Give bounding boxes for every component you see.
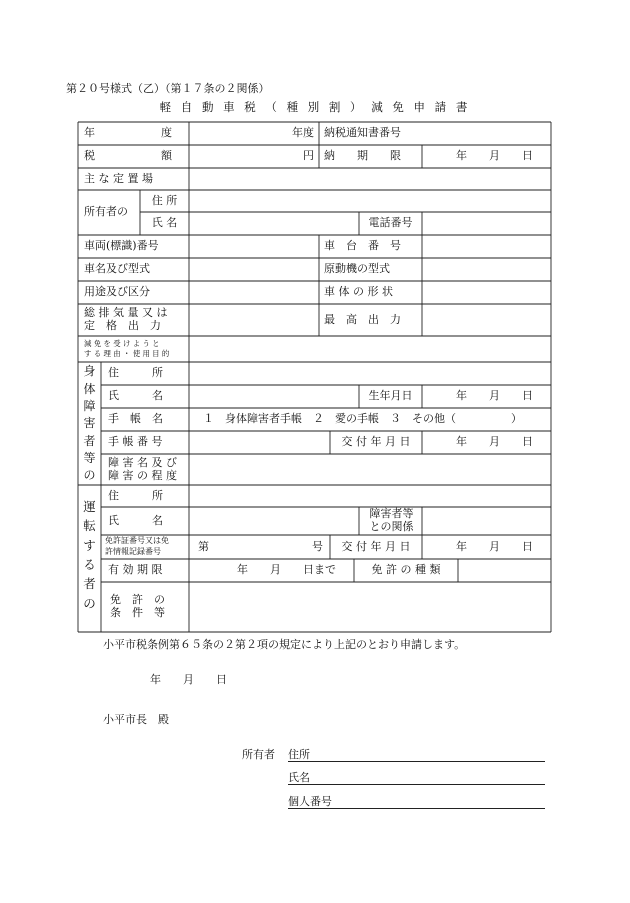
engine-type-field[interactable] [422, 258, 551, 281]
storage-place-label: 主 な 定 置 場 [84, 171, 153, 185]
signature-my-number-line[interactable] [288, 796, 545, 809]
owner-address-field[interactable] [189, 190, 551, 212]
license-number-label [105, 535, 189, 559]
driver-name-field[interactable] [189, 507, 359, 535]
disabled-name-field[interactable] [189, 385, 359, 408]
reason-label [84, 336, 187, 362]
disabled-name-label: 氏 名 [108, 389, 163, 403]
notice-number-label: 納税通知書番号 [324, 126, 401, 140]
expiry-label: 有 効 期 限 [108, 563, 163, 577]
license-issue-date-field[interactable]: 年 月 日 [456, 539, 533, 553]
body-shape-label: 車 体 の 形 状 [324, 285, 393, 299]
due-date-label: 納 期 限 [324, 149, 401, 163]
max-output-label: 最 高 出 力 [324, 312, 401, 326]
reason-field[interactable] [189, 336, 551, 362]
driver-section-label: 運 転 す る 者 の [83, 498, 96, 611]
reason-label-line1: 減 免 を 受 け よ う と [84, 339, 160, 349]
conditions-label-line1: 免 許 の [110, 593, 165, 607]
birth-date-label: 生年月日 [368, 389, 413, 403]
license-type-field[interactable] [458, 559, 551, 582]
owner-address-label: 住 所 [151, 193, 178, 207]
handbook-issue-date-label: 交 付 年 月 日 [341, 435, 411, 449]
handbook-issue-date-field[interactable]: 年 月 日 [456, 435, 533, 449]
license-number-label-line2: 許情報記録番号 [105, 547, 161, 556]
expiry-field[interactable]: 年 月 日まで [237, 563, 336, 577]
conditions-label [110, 582, 184, 632]
phone-label: 電話番号 [368, 216, 413, 230]
year-label: 年 度 [84, 126, 172, 140]
handbook-number-label: 手 帳 番 号 [108, 435, 163, 449]
notice-number-field[interactable] [422, 122, 551, 145]
conditions-label-line2: 条 件 等 [110, 606, 165, 619]
license-number-suffix: 号 [312, 539, 323, 553]
handbook-options[interactable]: １ 身体障害者手帳 ２ 愛の手帳 ３ その他（ ） [203, 412, 522, 426]
disability-label [108, 454, 186, 485]
application-date[interactable]: 年 月 日 [150, 673, 227, 686]
model-label: 車名及び型式 [84, 262, 150, 276]
engine-type-label: 原動機の型式 [324, 262, 390, 276]
signature-my-number-label: 個人番号 [288, 795, 332, 808]
signature-name-line[interactable] [288, 772, 545, 785]
relation-field[interactable] [422, 507, 551, 535]
model-field[interactable] [189, 258, 319, 281]
addressee: 小平市長 殿 [103, 713, 169, 726]
storage-place-field[interactable] [189, 168, 551, 190]
relation-label-line1: 障害者等 [369, 507, 414, 521]
disabled-section-label: 身 体 障 害 者 等 の [83, 364, 96, 483]
reason-label-line2: す る 理 由 ・ 使 用 目 的 [84, 349, 170, 358]
usage-field[interactable] [189, 281, 319, 304]
disabled-address-field[interactable] [189, 362, 551, 385]
chassis-number-label: 車 台 番 号 [324, 239, 401, 253]
plate-number-label: 車両(標識)番号 [84, 239, 159, 253]
license-number-prefix: 第 [198, 539, 209, 553]
application-statement: 小平市税条例第６５条の２第２項の規定により上記のとおり申請します。 [103, 638, 466, 651]
driver-name-label: 氏 名 [108, 513, 163, 527]
displacement-label-line1: 総 排 気 量 又 は [84, 306, 168, 320]
phone-field[interactable] [422, 212, 551, 235]
license-type-label: 免 許 の 種 類 [371, 563, 441, 577]
disability-label-line2: 障 害 の 程 度 [108, 468, 177, 482]
due-date-field[interactable]: 年 月 日 [456, 149, 533, 163]
disabled-address-label: 住 所 [108, 366, 163, 380]
relation-label [363, 507, 420, 535]
displacement-label [84, 304, 184, 336]
signature-address-line[interactable] [288, 749, 545, 762]
owner-name-label: 氏 名 [151, 216, 178, 230]
disability-field[interactable] [189, 454, 551, 485]
handbook-name-label: 手 帳 名 [108, 412, 163, 426]
page-title: 軽 自 動 車 税 （ 種 別 割 ） 減 免 申 請 書 [159, 100, 471, 114]
signature-name-label: 氏名 [288, 771, 310, 784]
usage-label: 用途及び区分 [84, 285, 150, 299]
license-issue-date-label: 交 付 年 月 日 [341, 539, 411, 553]
tax-amount-label: 税 額 [84, 149, 172, 163]
body-shape-field[interactable] [422, 281, 551, 304]
birth-date-field[interactable]: 年 月 日 [456, 389, 533, 403]
conditions-field[interactable] [189, 582, 551, 632]
driver-address-field[interactable] [189, 485, 551, 507]
disability-label-line1: 障 害 名 及 び [108, 455, 177, 469]
driver-address-label: 住 所 [108, 488, 163, 502]
tax-amount-yen[interactable]: 円 [303, 149, 314, 163]
handbook-number-field[interactable] [189, 431, 330, 454]
relation-label-line2: との関係 [369, 520, 414, 533]
form-id: 第２０号様式（乙）（第１７条の２関係） [66, 82, 270, 95]
chassis-number-field[interactable] [422, 235, 551, 258]
license-number-field[interactable] [218, 535, 310, 559]
owner-signature-label: 所有者 [242, 748, 275, 761]
owner-name-field[interactable] [189, 212, 359, 235]
max-output-field[interactable] [422, 304, 551, 336]
owner-label: 所有者の [84, 205, 128, 219]
year-unit[interactable]: 年度 [292, 126, 314, 140]
displacement-field[interactable] [189, 304, 319, 336]
signature-address-label: 住所 [288, 748, 310, 761]
plate-number-field[interactable] [189, 235, 319, 258]
license-number-label-line1: 免許証番号又は免 [105, 536, 169, 546]
displacement-label-line2: 定 格 出 力 [84, 319, 161, 332]
